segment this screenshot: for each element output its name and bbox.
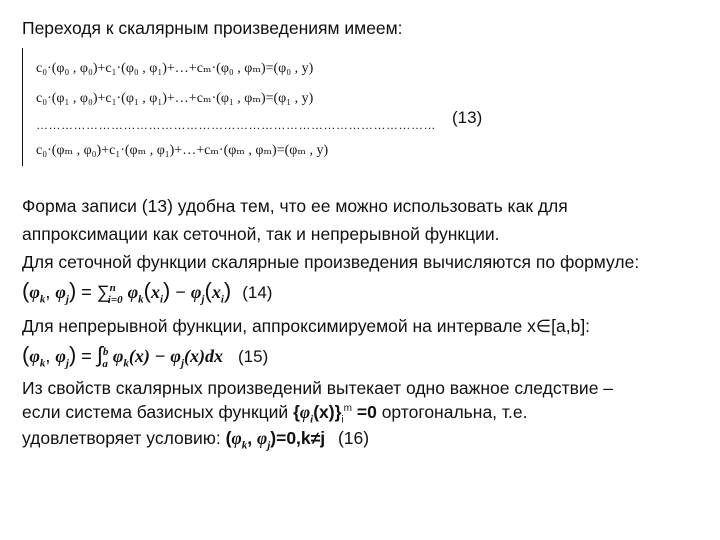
system-row-m: c₀·(φₘ , φ₀)+c₁·(φₘ , φ₁)+…+cₘ·(φₘ , φₘ)=(φₘ , y) (36, 143, 329, 158)
system-row-1: c₀·(φ₁ , φ₀)+c₁·(φ₁ , φ₁)+…+cₘ·(φ₁ , φₘ)=(φ₁ , y) (36, 91, 314, 106)
orthogonality-condition: ($\varphi_k$, $\varphi_j)=0,k\ne j$ (225, 428, 326, 452)
paragraph-1-line-1: Форма записи (13) удобна тем, что ее можно использовать как для (22, 196, 568, 216)
paragraph-4-line-2-start: если система базисных функций (22, 402, 289, 422)
equation-system (22, 48, 442, 166)
paragraph-4-line-2-end: ортогональна, т.е. (381, 402, 528, 422)
formula-15-label: (15) (238, 347, 269, 366)
formula-14-label: (14) (242, 283, 273, 302)
paragraph-4-line-3 (22, 428, 369, 453)
formula-14: ($\varphi_k$, $\varphi_j) = \sum^n_{i=0}$ $\varphi_k(x_i) - \varphi_j(x_i)$ (14) (22, 278, 273, 306)
formula-15: ($\varphi_k$, $\varphi_j) = \int^b_a$ $\varphi_k(x) - \varphi_j(x)dx$ (15) (22, 342, 269, 370)
paragraph-2: Для сеточной функции скалярные произведения вычисляются по формуле: (22, 252, 640, 272)
equation-label-13: (13) (452, 108, 483, 127)
intro-text: Переходя к скалярным произведениям имеем: (22, 18, 403, 38)
orthogonality-condition-rhs: =0,k≠j (276, 428, 326, 448)
paragraph-1-line-2: аппроксимации как сеточной, так и непрерывной функции. (22, 224, 500, 244)
system-row-0: c₀·(φ₀ , φ₀)+c₁·(φ₀ , φ₁)+…+cₘ·(φ₀ , φₘ)=(φ₀ , y) (36, 61, 314, 76)
paragraph-4-line-2 (22, 402, 527, 427)
paragraph-4-line-1: Из свойств скалярных произведений вытекает одно важное следствие – (22, 378, 614, 398)
basis-set-formula: $\{\varphi_i(x)\}_i^m =0$ (293, 402, 377, 426)
system-ellipsis-row: …………………………………………………………………………………… (36, 118, 436, 132)
system-bracket (22, 48, 31, 166)
paragraph-4-line-3-start: удовлетворяет условию: (22, 428, 221, 448)
formula-16-label: (16) (337, 428, 370, 448)
paragraph-3: Для непрерывной функции, аппроксимируемой на интервале x∈[a,b]: (22, 316, 591, 336)
